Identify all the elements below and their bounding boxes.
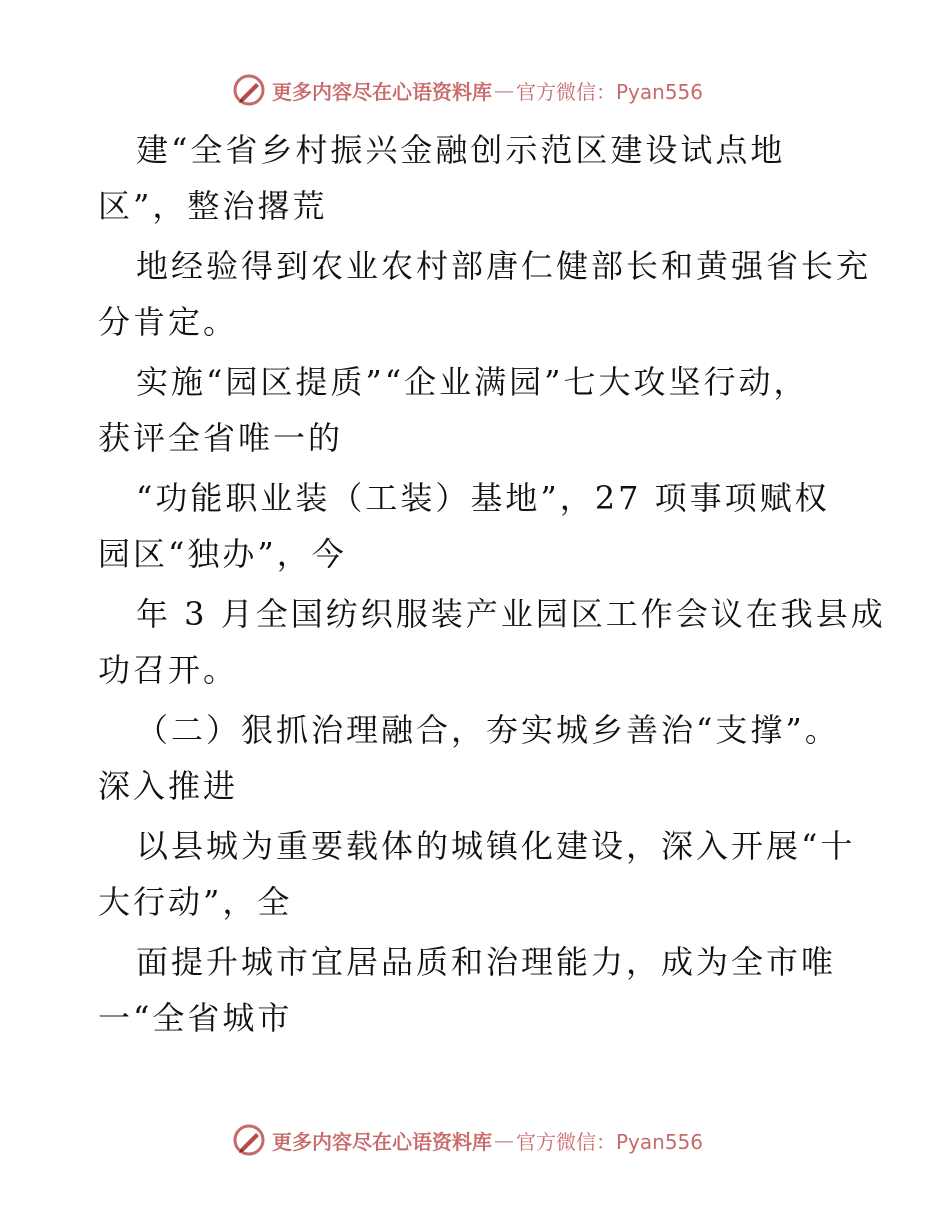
text-line: 分肯定。 xyxy=(98,303,239,341)
pen-logo-icon xyxy=(232,73,266,107)
text-line: 获评全省唯一的 xyxy=(98,419,344,457)
header-watermark xyxy=(232,72,703,108)
watermark-text: 更多内容尽在心语资料库 xyxy=(272,1129,492,1154)
text-line: 区”，整治撂荒 xyxy=(98,187,328,225)
watermark-separator: — xyxy=(494,78,514,102)
pen-logo-icon xyxy=(232,1123,266,1157)
text-line: 年 3 月全国纺织服装产业园区工作会议在我县成 xyxy=(136,595,886,633)
watermark-separator: — xyxy=(494,1128,514,1152)
text-line: 功召开。 xyxy=(98,651,239,689)
section-heading-line: （二）狠抓治理融合，夯实城乡善治“支撑”。 xyxy=(136,711,840,749)
footer-watermark xyxy=(232,1122,703,1158)
text-line: 大行动”，全 xyxy=(98,883,293,921)
text-line: 园区“独办”，今 xyxy=(98,535,347,573)
watermark-text: 更多内容尽在心语资料库 xyxy=(272,79,492,104)
watermark-account: 官方微信：Pyan556 xyxy=(516,1129,704,1154)
text-line: 地经验得到农业农村部唐仁健部长和黄强省长充 xyxy=(136,247,872,285)
text-line: 实施“园区提质”“企业满园”七大攻坚行动， xyxy=(136,363,809,401)
text-line: “功能职业装（工装）基地”，27 项事项赋权 xyxy=(136,479,830,517)
text-line: 建“全省乡村振兴金融创示范区建设试点地 xyxy=(136,131,786,169)
text-line: 一“全省城市 xyxy=(98,999,293,1037)
text-line: 以县城为重要载体的城镇化建设，深入开展“十 xyxy=(136,827,856,865)
text-line: 面提升城市宜居品质和治理能力，成为全市唯 xyxy=(136,943,837,981)
watermark-account: 官方微信：Pyan556 xyxy=(516,79,704,104)
text-line: 深入推进 xyxy=(98,767,239,805)
